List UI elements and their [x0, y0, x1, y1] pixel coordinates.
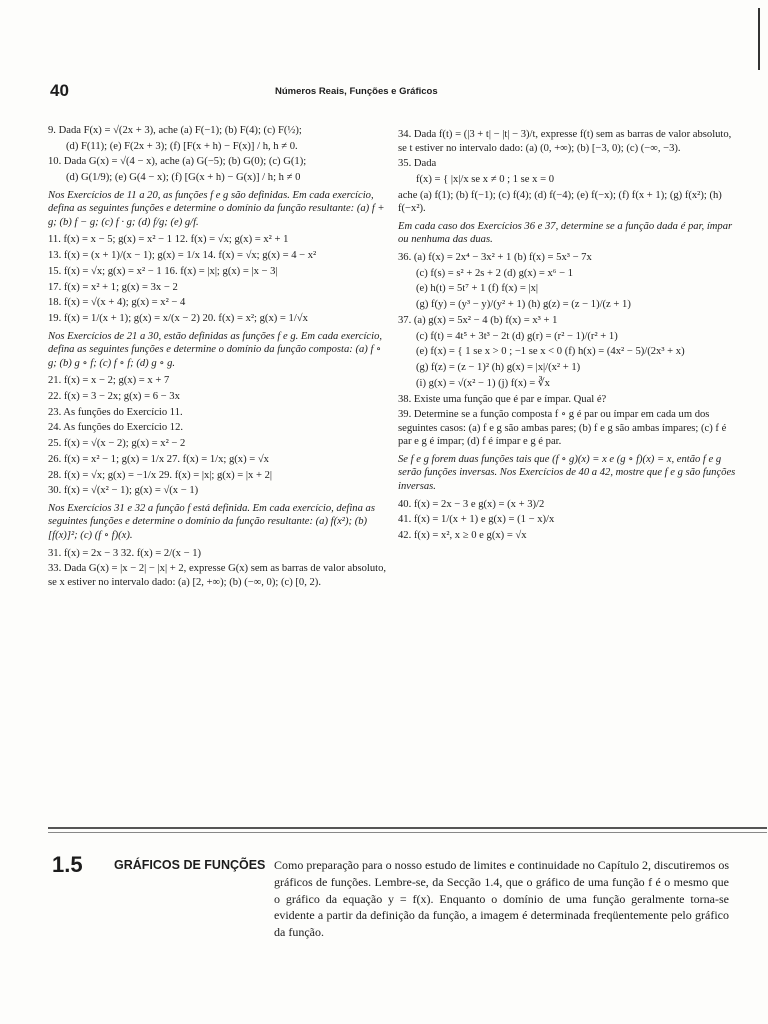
exercise-instructions: Nos Exercícios 31 e 32 a função f está definida. Em cada exercício, defina as seguintes funções e determine o domínio da função resultante: (a) f(x²); (b) [f(x)]²; (c) (f ∘ f)(x).: [48, 502, 375, 542]
exercise-item: 37. (a) g(x) = 5x² − 4 (b) f(x) = x³ + 1: [398, 314, 558, 326]
exercise-item: 11. f(x) = x − 5; g(x) = x² − 1 12. f(x) = √x; g(x) = x² + 1: [48, 234, 289, 246]
exercise-item: (e) h(t) = 5t⁷ + 1 (f) f(x) = |x|: [416, 283, 539, 295]
exercise-instructions: Nos Exercícios de 21 a 30, estão definidas as funções f e g. Em cada exercício, defina as seguintes funções e determine o domínio da função composta: (a) f ∘ g; (b) g ∘ f; (c) f ∘ f; (d) g ∘ g.: [48, 330, 383, 369]
running-head: Números Reais, Funções e Gráficos: [275, 86, 438, 97]
exercise-item: (g) f(y) = (y³ − y)/(y² + 1) (h) g(z) = (z − 1)/(z + 1): [416, 299, 631, 311]
exercise-item: 10. Dada G(x) = √(4 − x), ache (a) G(−5); (b) G(0); (c) G(1);: [48, 156, 307, 168]
exercise-item: (e) f(x) = { 1 se x > 0 ; −1 se x < 0 (f) h(x) = (4x² − 5)/(2x³ + x): [416, 346, 685, 358]
section-divider: [48, 827, 767, 829]
section-title: GRÁFICOS DE FUNÇÕES: [114, 858, 266, 872]
section-body: Como preparação para o nosso estudo de limites e continuidade no Capítulo 2, discutiremos os gráficos de funções. Lembre-se, da Secção 1.4, que o gráfico de uma função f é o mesmo que o gráfico da equação y = f(x). Enquanto o domínio de uma função geralmente torna-se evidente a partir da definição da função, a imagem é determinada freqüentemente pelo gráfico da função.: [274, 858, 729, 940]
exercise-item: 38. Existe uma função que é par e ímpar. Qual é?: [398, 393, 607, 405]
exercise-column-right: [398, 128, 740, 545]
exercise-item: ache (a) f(1); (b) f(−1); (c) f(4); (d) f(−4); (e) f(−x); (f) f(x + 1); (g) f(x²); (h) f(−x²).: [398, 189, 722, 215]
exercise-item: (d) G(1/9); (e) G(4 − x); (f) [G(x + h) − G(x)] / h; h ≠ 0: [66, 172, 301, 184]
section-number: 1.5: [52, 852, 83, 877]
exercise-item: (c) f(s) = s² + 2s + 2 (d) g(x) = x⁶ − 1: [416, 267, 574, 279]
exercise-item: 41. f(x) = 1/(x + 1) e g(x) = (1 − x)/x: [398, 514, 555, 526]
exercise-item: 17. f(x) = x² + 1; g(x) = 3x − 2: [48, 281, 178, 293]
exercise-instructions: Se f e g forem duas funções tais que (f ∘ g)(x) = x e (g ∘ f)(x) = x, então f e g serão funções inversas. Nos Exercícios de 40 a 42, mostre que f e g são funções inversas.: [398, 453, 736, 493]
exercise-item: 31. f(x) = 2x − 3 32. f(x) = 2/(x − 1): [48, 547, 202, 559]
exercise-item: f(x) = { |x|/x se x ≠ 0 ; 1 se x = 0: [416, 174, 555, 186]
exercise-instructions: Em cada caso dos Exercícios 36 e 37, determine se a função dada é par, ímpar ou nenhuma das duas.: [398, 220, 733, 246]
exercise-item: 13. f(x) = (x + 1)/(x − 1); g(x) = 1/x 14. f(x) = √x; g(x) = 4 − x²: [48, 250, 317, 262]
exercise-item: 24. As funções do Exercício 12.: [48, 422, 184, 434]
exercise-item: 28. f(x) = √x; g(x) = −1/x 29. f(x) = |x|; g(x) = |x + 2|: [48, 469, 273, 481]
exercise-item: 15. f(x) = √x; g(x) = x² − 1 16. f(x) = |x|; g(x) = |x − 3|: [48, 265, 278, 277]
exercise-item: 36. (a) f(x) = 2x⁴ − 3x² + 1 (b) f(x) = 5x³ − 7x: [398, 251, 592, 263]
exercise-item: 22. f(x) = 3 − 2x; g(x) = 6 − 3x: [48, 390, 180, 402]
exercise-item: 18. f(x) = √(x + 4); g(x) = x² − 4: [48, 297, 186, 309]
exercise-item: (d) F(11); (e) F(2x + 3); (f) [F(x + h) − F(x)] / h, h ≠ 0.: [66, 140, 298, 152]
exercise-item: 19. f(x) = 1/(x + 1); g(x) = x/(x − 2) 20. f(x) = x²; g(x) = 1/√x: [48, 313, 308, 325]
section-divider-thin: [48, 832, 767, 833]
exercise-column-left: [48, 124, 390, 592]
exercise-item: 30. f(x) = √(x² − 1); g(x) = √(x − 1): [48, 485, 199, 497]
exercise-instructions: Nos Exercícios de 11 a 20, as funções f e g são definidas. Em cada exercício, defina as seguintes funções e determine o domínio da função resultante: (a) f + g; (b) f − g; (c) f · g; (d) f/g; (e) g/f.: [48, 189, 385, 228]
exercise-item: 34. Dada f(t) = (|3 + t| − |t| − 3)/t, expresse f(t) sem as barras de valor absoluto, se t estiver no intervalo dado: (a) (0, +∞); (b) [−3, 0); (c) (−∞, −3).: [398, 129, 732, 154]
exercise-item: (c) f(t) = 4t⁵ + 3t³ − 2t (d) g(r) = (r² − 1)/(r² + 1): [416, 330, 618, 342]
exercise-item: 25. f(x) = √(x − 2); g(x) = x² − 2: [48, 438, 186, 450]
exercise-item: (g) f(z) = (z − 1)² (h) g(x) = |x|/(x² + 1): [416, 362, 581, 374]
page-number: 40: [50, 81, 69, 100]
page-edge-mark: [758, 8, 760, 70]
exercise-item: 26. f(x) = x² − 1; g(x) = 1/x 27. f(x) = 1/x; g(x) = √x: [48, 453, 269, 465]
exercise-item: 40. f(x) = 2x − 3 e g(x) = (x + 3)/2: [398, 498, 545, 510]
exercise-item: 21. f(x) = x − 2; g(x) = x + 7: [48, 375, 170, 387]
exercise-item: 23. As funções do Exercício 11.: [48, 406, 183, 418]
exercise-item: 39. Determine se a função composta f ∘ g é par ou ímpar em cada um dos seguintes casos: (a) f e g são ambas pares; (b) f e g são ambas ímpares; (c) f é par e g é ímpar; (d) f é ímpar e g é par.: [398, 409, 727, 448]
exercise-item: 35. Dada: [398, 158, 437, 170]
exercise-item: 33. Dada G(x) = |x − 2| − |x| + 2, expresse G(x) sem as barras de valor absoluto, se x estiver no intervalo dado: (a) [2, +∞); (b) (−∞, 0); (c) [0, 2).: [48, 563, 387, 588]
exercise-item: (i) g(x) = √(x² − 1) (j) f(x) = ∛x: [416, 377, 550, 389]
exercise-item: 9. Dada F(x) = √(2x + 3), ache (a) F(−1); (b) F(4); (c) F(½);: [48, 125, 302, 136]
exercise-item: 42. f(x) = x², x ≥ 0 e g(x) = √x: [398, 530, 527, 542]
